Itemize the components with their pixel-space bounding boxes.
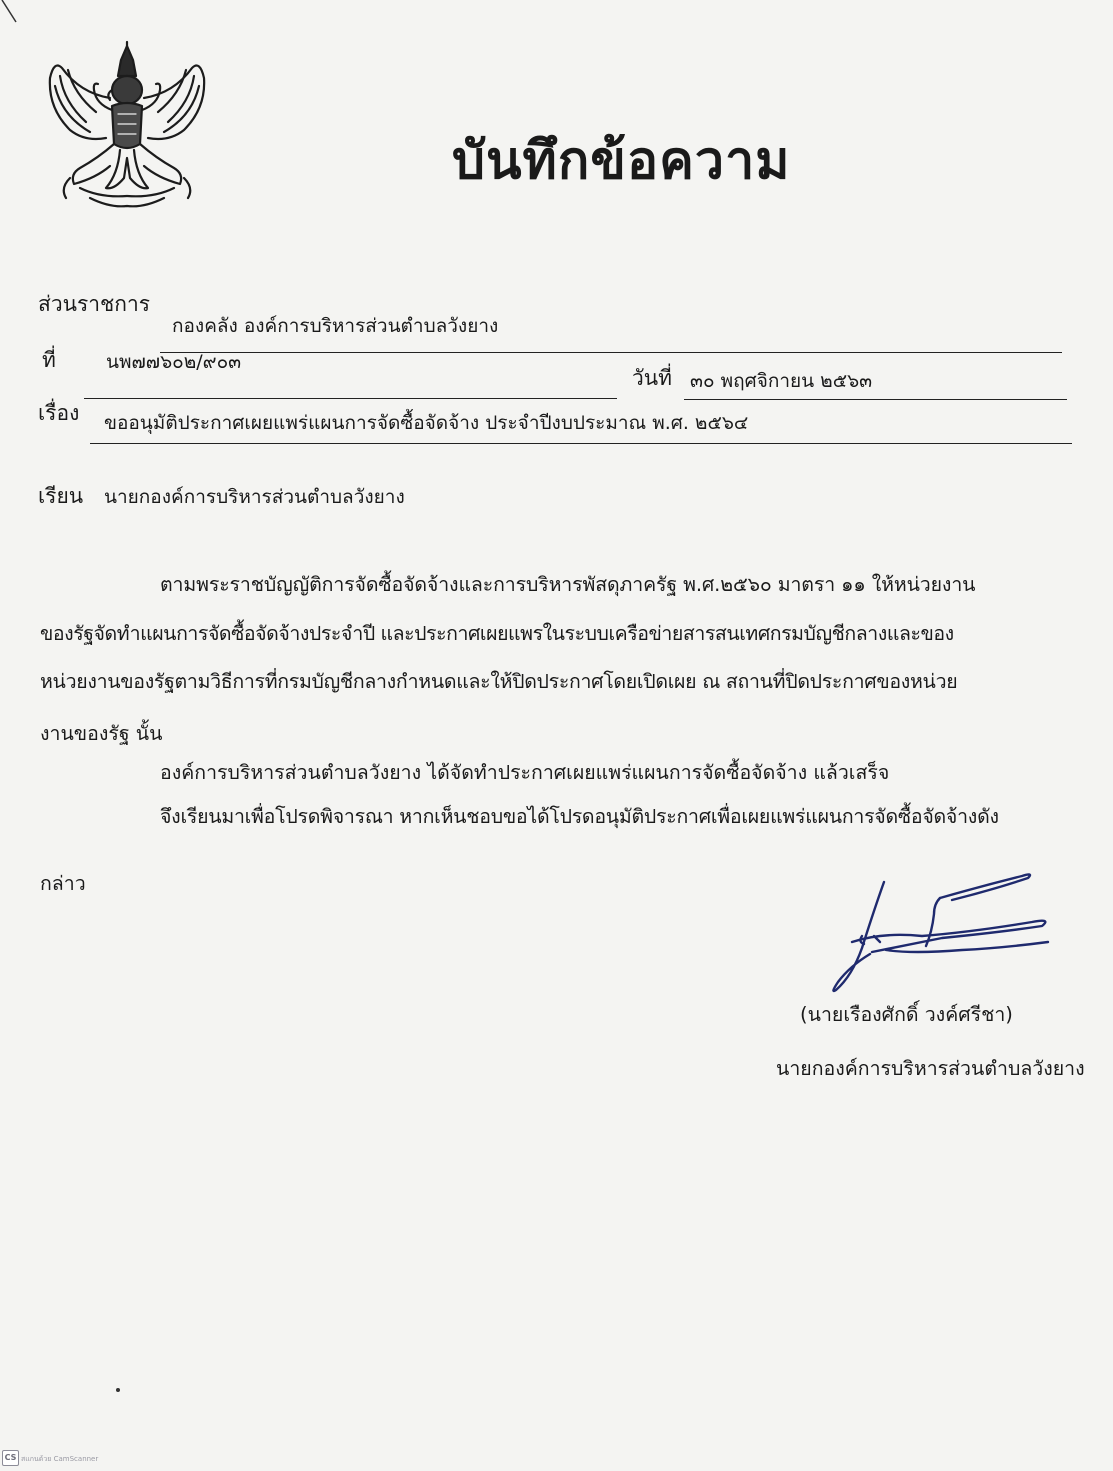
handwritten-signature	[822, 870, 1062, 1000]
signatory-name: (นายเรืองศักดิ์ วงค์ศรีชา)	[800, 1003, 1013, 1026]
body-paragraph-1-line-4: งานของรัฐ นั้น	[40, 722, 163, 745]
body-paragraph-3-line-2: กล่าว	[40, 872, 86, 895]
speck-mark	[116, 1388, 120, 1392]
to-label: เรียน	[38, 484, 84, 508]
to-value: นายกองค์การบริหารส่วนตำบลวังยาง	[104, 486, 405, 508]
garuda-emblem-icon	[40, 38, 215, 216]
ref-value: นพ๗๗๖๐๒/๙๐๓	[106, 351, 242, 373]
ref-label: ที่	[42, 348, 56, 372]
subject-underline	[90, 443, 1072, 444]
subject-value: ขออนุมัติประกาศเผยแพร่แผนการจัดซื้อจัดจ้าง ประจำปีงบประมาณ พ.ศ. ๒๕๖๔	[104, 412, 749, 434]
body-paragraph-1-line-3: หน่วยงานของรัฐตามวิธีการที่กรมบัญชีกลางกำหนดและให้ปิดประกาศโดยเปิดเผย ณ สถานที่ปิดประกาศของหน่วย	[40, 670, 958, 693]
memo-title: บันทึกข้อความ	[452, 131, 791, 191]
department-value: กองคลัง องค์การบริหารส่วนตำบลวังยาง	[172, 315, 499, 337]
body-paragraph-3-line-1: จึงเรียนมาเพื่อโปรดพิจารณา หากเห็นชอบขอได้โปรดอนุมัติประกาศเพื่อเผยแพร่แผนการจัดซื้อจัดจ้างดัง	[160, 805, 999, 828]
ref-underline	[84, 398, 617, 399]
signatory-position: นายกองค์การบริหารส่วนตำบลวังยาง	[776, 1057, 1085, 1080]
body-paragraph-2: องค์การบริหารส่วนตำบลวังยาง ได้จัดทำประกาศเผยแพร่แผนการจัดซื้อจัดจ้าง แล้วเสร็จ	[160, 761, 890, 784]
scanner-watermark-text: สแกนด้วย CamScanner	[21, 1455, 99, 1463]
department-underline	[160, 352, 1062, 353]
body-paragraph-1-line-2: ของรัฐจัดทำแผนการจัดซื้อจัดจ้างประจำปี และประกาศเผยแพรในระบบเครือข่ายสารสนเทศกรมบัญชีกลางและของ	[40, 622, 954, 645]
date-value: ๓๐ พฤศจิกายน ๒๕๖๓	[690, 370, 873, 392]
page-edge-mark	[0, 0, 18, 30]
date-label: วันที่	[632, 366, 672, 390]
scanner-watermark	[0, 1446, 110, 1471]
camscanner-logo-icon: CS	[2, 1450, 19, 1466]
date-underline	[684, 399, 1067, 400]
subject-label: เรื่อง	[38, 401, 80, 425]
body-paragraph-1-line-1: ตามพระราชบัญญัติการจัดซื้อจัดจ้างและการบริหารพัสดุภาครัฐ พ.ศ.๒๕๖๐ มาตรา ๑๑ ให้หน่วยงาน	[160, 573, 976, 596]
department-label: ส่วนราชการ	[38, 292, 151, 316]
